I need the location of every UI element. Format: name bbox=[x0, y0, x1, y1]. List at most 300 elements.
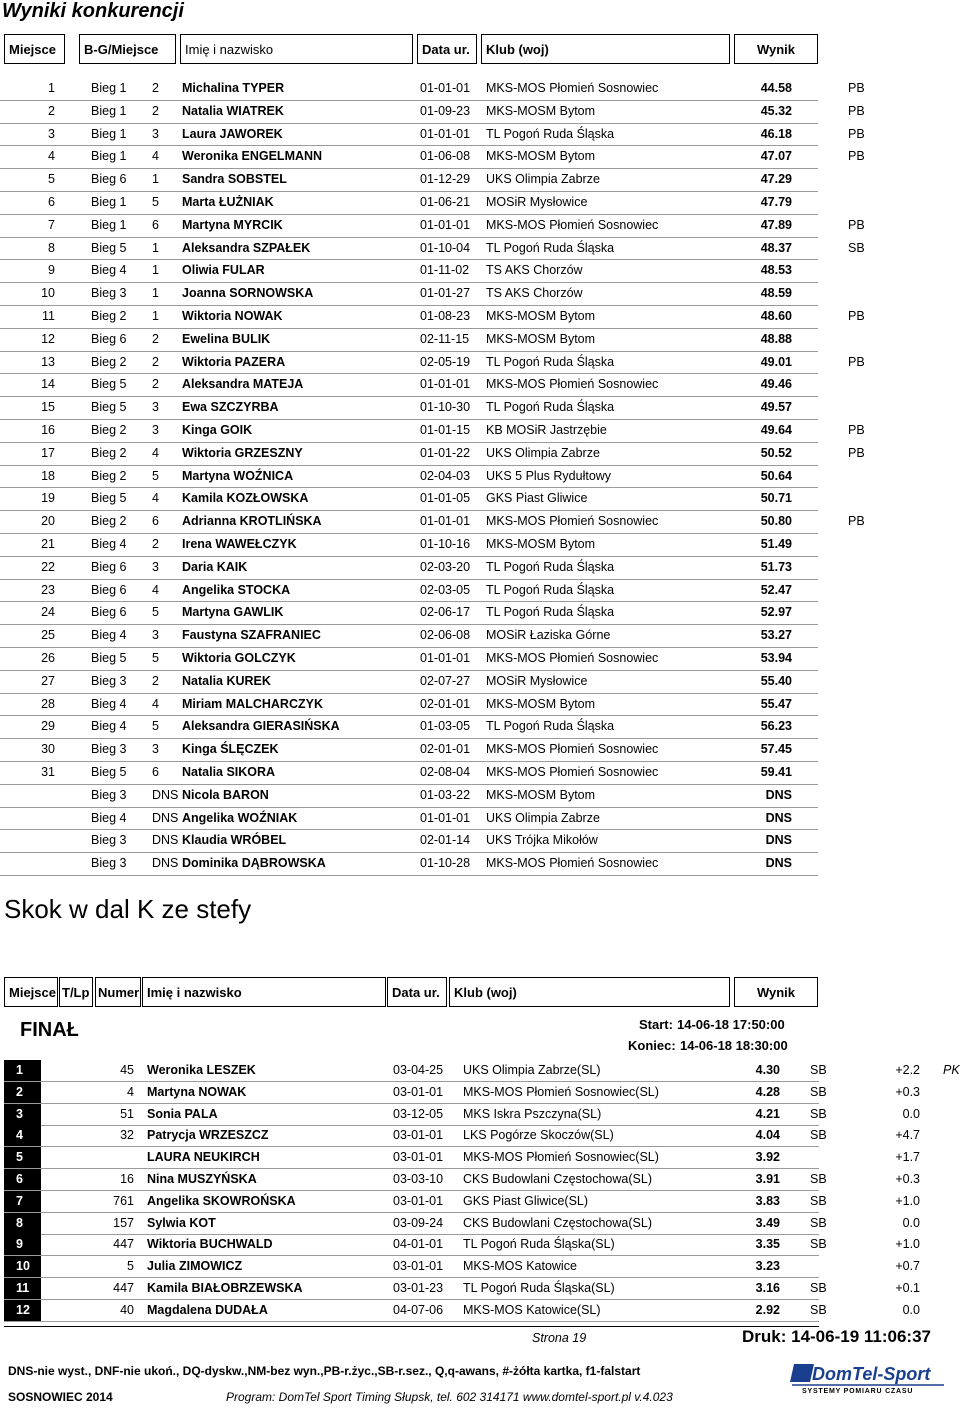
result-cell: 51.73 bbox=[760, 559, 792, 574]
athlete-name: Aleksandra SZPAŁEK bbox=[182, 240, 311, 255]
header-heat-lane: B-G/Miejsce bbox=[79, 34, 176, 64]
start-value: 14-06-18 17:50:00 bbox=[677, 1017, 785, 1032]
table-row bbox=[0, 1147, 960, 1169]
dob-cell: 01-01-15 bbox=[420, 422, 471, 437]
athlete-name: Ewa SZCZYRBA bbox=[182, 400, 279, 415]
place-cell: 31 bbox=[41, 764, 55, 779]
club-cell: MKS-MOSM Bytom bbox=[486, 696, 596, 711]
result-cell: 49.46 bbox=[760, 377, 792, 392]
table-row bbox=[0, 306, 960, 329]
result-cell: 49.57 bbox=[760, 400, 792, 415]
table-row bbox=[0, 192, 960, 215]
note-cell: PB bbox=[848, 514, 865, 529]
club-cell: TL Pogoń Ruda Śląska(SL) bbox=[463, 1237, 615, 1252]
heat-cell: Bieg 5 bbox=[91, 377, 127, 392]
club-cell: MKS-MOS Płomień Sosnowiec bbox=[486, 377, 659, 392]
place-cell: 3 bbox=[48, 126, 55, 141]
dob-cell: 03-09-24 bbox=[393, 1215, 444, 1230]
end-label: Koniec: bbox=[628, 1038, 676, 1053]
wind-cell: 0.0 bbox=[902, 1215, 920, 1230]
athlete-name: Aleksandra MATEJA bbox=[182, 377, 304, 392]
bib-number: 16 bbox=[120, 1171, 134, 1186]
table-row bbox=[0, 352, 960, 375]
lane-cell: 1 bbox=[152, 308, 159, 323]
print-date: Druk: 14-06-19 11:06:37 bbox=[742, 1327, 932, 1346]
note-cell: SB bbox=[810, 1084, 827, 1099]
note-cell: SB bbox=[810, 1106, 827, 1121]
athlete-name: Laura JAWOREK bbox=[182, 126, 283, 141]
place-cell: 23 bbox=[41, 582, 55, 597]
lane-cell: 4 bbox=[152, 149, 159, 164]
dob-cell: 03-04-25 bbox=[393, 1063, 444, 1077]
table-row bbox=[0, 762, 960, 785]
place-cell: 2 bbox=[48, 103, 55, 118]
athlete-name: Kinga GOIK bbox=[182, 422, 253, 437]
lane-cell: 6 bbox=[152, 514, 159, 529]
place-cell: 17 bbox=[41, 445, 55, 460]
heat-cell: Bieg 4 bbox=[91, 719, 127, 734]
athlete-name: Wiktoria NOWAK bbox=[182, 308, 283, 323]
result-cell: DNS bbox=[765, 787, 792, 802]
club-cell: MKS-MOS Płomień Sosnowiec(SL) bbox=[463, 1150, 659, 1165]
result-cell: 44.58 bbox=[760, 81, 792, 95]
lane-cell: 3 bbox=[152, 422, 159, 437]
club-cell: KB MOSiR Jastrzębie bbox=[486, 422, 607, 437]
place-cell: 1 bbox=[48, 81, 55, 95]
lane-cell: 2 bbox=[152, 354, 159, 369]
athlete-name: Wiktoria GRZESZNY bbox=[182, 445, 303, 460]
club-cell: LKS Pogórze Skoczów(SL) bbox=[463, 1128, 614, 1143]
dob-cell: 01-01-01 bbox=[420, 81, 471, 95]
header-club: Klub (woj) bbox=[481, 34, 730, 64]
note-cell: PB bbox=[848, 81, 865, 95]
result-cell: 4.30 bbox=[755, 1063, 780, 1077]
club-cell: MKS-MOS Płomień Sosnowiec bbox=[486, 217, 659, 232]
club-cell: GKS Piast Gliwice(SL) bbox=[463, 1193, 589, 1208]
footer-divider bbox=[4, 1326, 819, 1327]
athlete-name: Miriam MALCHARCZYK bbox=[182, 696, 323, 711]
result-cell: 4.04 bbox=[755, 1128, 780, 1143]
dob-cell: 03-03-10 bbox=[393, 1171, 444, 1186]
club-cell: MOSiR Mysłowice bbox=[486, 194, 588, 209]
athlete-name: Julia ZIMOWICZ bbox=[147, 1259, 243, 1274]
note-cell: PB bbox=[848, 308, 865, 323]
dob-cell: 03-01-01 bbox=[393, 1150, 444, 1165]
bib-number: 447 bbox=[113, 1237, 134, 1252]
athlete-name: Angelika STOCKA bbox=[182, 582, 291, 597]
athlete-name: Kinga ŚLĘCZEK bbox=[182, 742, 279, 757]
table-row bbox=[0, 215, 960, 238]
wind-cell: +1.0 bbox=[895, 1237, 920, 1252]
lane-cell: DNS bbox=[152, 833, 179, 848]
place-cell: 21 bbox=[41, 536, 55, 551]
lane-cell: 4 bbox=[152, 491, 159, 506]
table-row bbox=[0, 283, 960, 306]
table-row bbox=[0, 466, 960, 489]
table-row bbox=[0, 1104, 960, 1126]
dob-cell: 01-01-05 bbox=[420, 491, 471, 506]
club-cell: MKS-MOSM Bytom bbox=[486, 787, 596, 802]
wind-cell: 0.0 bbox=[902, 1302, 920, 1317]
club-cell: CKS Budowlani Częstochowa(SL) bbox=[463, 1171, 652, 1186]
place-badge: 10 bbox=[4, 1256, 41, 1277]
athlete-name: Natalia KUREK bbox=[182, 673, 271, 688]
heat-cell: Bieg 5 bbox=[91, 491, 127, 506]
club-cell: MKS-MOS Katowice(SL) bbox=[463, 1302, 601, 1317]
place-cell: 10 bbox=[41, 286, 55, 301]
club-cell: MKS-MOS Płomień Sosnowiec bbox=[486, 81, 659, 95]
athlete-name: Dominika DĄBROWSKA bbox=[182, 856, 326, 871]
result-cell: 45.32 bbox=[760, 103, 792, 118]
result-cell: DNS bbox=[765, 856, 792, 871]
athlete-name: Angelika WOŹNIAK bbox=[182, 810, 298, 825]
note-cell: PB bbox=[848, 422, 865, 437]
result-cell: 49.01 bbox=[760, 354, 792, 369]
heat-cell: Bieg 6 bbox=[91, 172, 127, 187]
lane-cell: 4 bbox=[152, 696, 159, 711]
heat-cell: Bieg 4 bbox=[91, 696, 127, 711]
table-row bbox=[0, 488, 960, 511]
note-cell: SB bbox=[848, 240, 865, 255]
athlete-name: Natalia WIATREK bbox=[182, 103, 284, 118]
club-cell: UKS Olimpia Zabrze bbox=[486, 445, 600, 460]
club-cell: GKS Piast Gliwice bbox=[486, 491, 588, 506]
result-cell: 50.80 bbox=[760, 514, 792, 529]
result-cell: 52.47 bbox=[760, 582, 792, 597]
result-cell: 47.79 bbox=[760, 194, 792, 209]
header2-club: Klub (woj) bbox=[449, 977, 730, 1007]
extra-cell: PK bbox=[943, 1063, 960, 1077]
athlete-name: Adrianna KROTLIŃSKA bbox=[182, 514, 322, 529]
bib-number: 51 bbox=[120, 1106, 134, 1121]
club-cell: UKS Trójka Mikołów bbox=[486, 833, 598, 848]
dob-cell: 01-01-27 bbox=[420, 286, 471, 301]
note-cell: SB bbox=[810, 1215, 827, 1230]
heat-cell: Bieg 5 bbox=[91, 400, 127, 415]
dob-cell: 01-01-01 bbox=[420, 126, 471, 141]
club-cell: MKS-MOSM Bytom bbox=[486, 308, 596, 323]
lane-cell: 4 bbox=[152, 582, 159, 597]
lane-cell: 5 bbox=[152, 605, 159, 620]
athlete-name: Ewelina BULIK bbox=[182, 331, 271, 346]
club-cell: TL Pogoń Ruda Śląska bbox=[486, 240, 615, 255]
table-row bbox=[0, 374, 960, 397]
dob-cell: 03-01-01 bbox=[393, 1128, 444, 1143]
section-title: Skok w dal K ze stefy bbox=[4, 894, 252, 924]
note-cell: SB bbox=[810, 1280, 827, 1295]
result-cell: 3.92 bbox=[755, 1150, 780, 1165]
table-row bbox=[0, 830, 960, 853]
athlete-name: Martyna NOWAK bbox=[147, 1084, 247, 1099]
club-cell: UKS Olimpia Zabrze bbox=[486, 172, 600, 187]
place-cell: 8 bbox=[48, 240, 55, 255]
dob-cell: 02-06-08 bbox=[420, 628, 471, 643]
wind-cell: +0.1 bbox=[895, 1280, 920, 1295]
row-divider bbox=[0, 875, 818, 876]
dob-cell: 02-03-05 bbox=[420, 582, 471, 597]
note-cell: SB bbox=[810, 1302, 827, 1317]
result-cell: 48.60 bbox=[760, 308, 792, 323]
header2-place: Miejsce bbox=[4, 977, 58, 1007]
table-row bbox=[0, 397, 960, 420]
heat-cell: Bieg 3 bbox=[91, 833, 127, 848]
lane-cell: 3 bbox=[152, 628, 159, 643]
wind-cell: +2.2 bbox=[895, 1063, 920, 1077]
result-cell: 50.52 bbox=[760, 445, 792, 460]
result-cell: 47.89 bbox=[760, 217, 792, 232]
dob-cell: 02-04-03 bbox=[420, 468, 471, 483]
table-row bbox=[0, 1191, 960, 1213]
place-cell: 19 bbox=[41, 491, 55, 506]
note-cell: PB bbox=[848, 217, 865, 232]
note-cell: SB bbox=[810, 1128, 827, 1143]
club-cell: UKS Olimpia Zabrze(SL) bbox=[463, 1063, 601, 1077]
wind-cell: +0.3 bbox=[895, 1171, 920, 1186]
place-cell: 6 bbox=[48, 194, 55, 209]
table-row bbox=[0, 808, 960, 831]
dob-cell: 03-12-05 bbox=[393, 1106, 444, 1121]
note-cell: PB bbox=[848, 149, 865, 164]
athlete-name: Weronika LESZEK bbox=[147, 1063, 256, 1077]
dob-cell: 03-01-01 bbox=[393, 1084, 444, 1099]
note-cell: PB bbox=[848, 354, 865, 369]
dob-cell: 01-10-16 bbox=[420, 536, 471, 551]
dob-cell: 01-10-28 bbox=[420, 856, 471, 871]
athlete-name: Faustyna SZAFRANIEC bbox=[182, 628, 321, 643]
table-row bbox=[0, 260, 960, 283]
heat-cell: Bieg 3 bbox=[91, 673, 127, 688]
club-cell: MKS-MOS Katowice bbox=[463, 1259, 577, 1274]
lane-cell: 4 bbox=[152, 445, 159, 460]
lane-cell: 1 bbox=[152, 240, 159, 255]
heat-cell: Bieg 4 bbox=[91, 810, 127, 825]
table-row bbox=[0, 1060, 960, 1082]
lane-cell: 1 bbox=[152, 172, 159, 187]
athlete-name: Natalia SIKORA bbox=[182, 764, 276, 779]
place-cell: 20 bbox=[41, 514, 55, 529]
table-row bbox=[0, 78, 960, 101]
dob-cell: 01-01-01 bbox=[420, 377, 471, 392]
dob-cell: 01-01-01 bbox=[420, 217, 471, 232]
result-cell: 46.18 bbox=[760, 126, 792, 141]
athlete-name: Nicola BARON bbox=[182, 787, 269, 802]
dob-cell: 01-10-30 bbox=[420, 400, 471, 415]
heat-cell: Bieg 3 bbox=[91, 286, 127, 301]
lane-cell: DNS bbox=[152, 787, 179, 802]
heat-cell: Bieg 5 bbox=[91, 650, 127, 665]
bib-number: 45 bbox=[120, 1063, 134, 1077]
dob-cell: 03-01-01 bbox=[393, 1259, 444, 1274]
lane-cell: 6 bbox=[152, 764, 159, 779]
place-cell: 15 bbox=[41, 400, 55, 415]
table-row bbox=[0, 602, 960, 625]
table-row bbox=[0, 557, 960, 580]
heat-cell: Bieg 1 bbox=[91, 149, 127, 164]
lane-cell: 2 bbox=[152, 81, 159, 95]
header2-name: Imię i nazwisko bbox=[142, 977, 386, 1007]
dob-cell: 01-10-04 bbox=[420, 240, 471, 255]
domtel-logo bbox=[790, 1360, 946, 1394]
place-cell: 27 bbox=[41, 673, 55, 688]
result-cell: 4.21 bbox=[755, 1106, 780, 1121]
dob-cell: 01-06-08 bbox=[420, 149, 471, 164]
athlete-name: Michalina TYPER bbox=[182, 81, 285, 95]
wind-cell: +0.7 bbox=[895, 1259, 920, 1274]
result-cell: 48.88 bbox=[760, 331, 792, 346]
table-row bbox=[0, 671, 960, 694]
location-text: SOSNOWIEC 2014 bbox=[8, 1390, 113, 1404]
club-cell: MKS-MOSM Bytom bbox=[486, 331, 596, 346]
header2-number: Numer bbox=[95, 977, 141, 1007]
header-dob: Data ur. bbox=[417, 34, 477, 64]
bib-number: 4 bbox=[127, 1084, 134, 1099]
result-cell: 55.40 bbox=[760, 673, 792, 688]
results-table-2 bbox=[0, 1060, 960, 1322]
heat-cell: Bieg 2 bbox=[91, 422, 127, 437]
svg-text:SYSTEMY POMIARU CZASU: SYSTEMY POMIARU CZASU bbox=[802, 1388, 914, 1394]
header-place: Miejsce bbox=[4, 34, 65, 64]
athlete-name: Joanna SORNOWSKA bbox=[182, 286, 314, 301]
club-cell: TL Pogoń Ruda Śląska bbox=[486, 582, 615, 597]
dob-cell: 03-01-01 bbox=[393, 1193, 444, 1208]
lane-cell: 1 bbox=[152, 263, 159, 278]
place-cell: 28 bbox=[41, 696, 55, 711]
club-cell: MKS-MOS Płomień Sosnowiec bbox=[486, 650, 659, 665]
place-cell: 13 bbox=[41, 354, 55, 369]
lane-cell: 2 bbox=[152, 103, 159, 118]
wind-cell: +1.0 bbox=[895, 1193, 920, 1208]
result-cell: 4.28 bbox=[755, 1084, 780, 1099]
heat-cell: Bieg 1 bbox=[91, 217, 127, 232]
place-badge: 4 bbox=[4, 1125, 41, 1146]
lane-cell: 5 bbox=[152, 194, 159, 209]
wind-cell: +1.7 bbox=[895, 1150, 920, 1165]
table-row bbox=[0, 716, 960, 739]
table-row bbox=[0, 1256, 960, 1278]
dob-cell: 01-06-21 bbox=[420, 194, 471, 209]
heat-cell: Bieg 2 bbox=[91, 308, 127, 323]
club-cell: MKS-MOS Płomień Sosnowiec bbox=[486, 764, 659, 779]
table-row bbox=[0, 534, 960, 557]
heat-cell: Bieg 5 bbox=[91, 764, 127, 779]
club-cell: TL Pogoń Ruda Śląska bbox=[486, 719, 615, 734]
club-cell: TL Pogoń Ruda Śląska bbox=[486, 126, 615, 141]
lane-cell: 1 bbox=[152, 286, 159, 301]
dob-cell: 01-01-01 bbox=[420, 650, 471, 665]
table-row bbox=[0, 580, 960, 603]
heat-cell: Bieg 4 bbox=[91, 628, 127, 643]
dob-cell: 02-01-14 bbox=[420, 833, 471, 848]
place-cell: 14 bbox=[41, 377, 55, 392]
wind-cell: 0.0 bbox=[902, 1106, 920, 1121]
lane-cell: 3 bbox=[152, 559, 159, 574]
club-cell: CKS Budowlani Częstochowa(SL) bbox=[463, 1215, 652, 1230]
table-row bbox=[0, 1234, 960, 1256]
table-row bbox=[0, 625, 960, 648]
dob-cell: 03-01-23 bbox=[393, 1280, 444, 1295]
club-cell: MKS-MOSM Bytom bbox=[486, 149, 596, 164]
wind-cell: +4.7 bbox=[895, 1128, 920, 1143]
result-cell: 3.83 bbox=[755, 1193, 780, 1208]
note-cell: PB bbox=[848, 103, 865, 118]
dob-cell: 02-05-19 bbox=[420, 354, 471, 369]
result-cell: 48.37 bbox=[760, 240, 792, 255]
svg-text:DomTel-Sport: DomTel-Sport bbox=[812, 1364, 931, 1384]
table-row bbox=[0, 785, 960, 808]
club-cell: TS AKS Chorzów bbox=[486, 286, 583, 301]
heat-cell: Bieg 2 bbox=[91, 514, 127, 529]
athlete-name: Sandra SOBSTEL bbox=[182, 172, 287, 187]
dob-cell: 02-01-01 bbox=[420, 742, 471, 757]
heat-cell: Bieg 1 bbox=[91, 81, 127, 95]
result-cell: 47.29 bbox=[760, 172, 792, 187]
results-table-1 bbox=[0, 78, 960, 876]
club-cell: MKS-MOSM Bytom bbox=[486, 103, 596, 118]
header2-dob: Data ur. bbox=[387, 977, 447, 1007]
dob-cell: 02-07-27 bbox=[420, 673, 471, 688]
domtel-logo-icon bbox=[790, 1360, 946, 1394]
athlete-name: Angelika SKOWROŃSKA bbox=[147, 1193, 296, 1208]
heat-cell: Bieg 1 bbox=[91, 126, 127, 141]
note-cell: SB bbox=[810, 1237, 827, 1252]
bib-number: 40 bbox=[120, 1302, 134, 1317]
result-cell: 48.59 bbox=[760, 286, 792, 301]
lane-cell: DNS bbox=[152, 856, 179, 871]
bib-number: 5 bbox=[127, 1259, 134, 1274]
athlete-name: Sonia PALA bbox=[147, 1106, 218, 1121]
heat-cell: Bieg 3 bbox=[91, 856, 127, 871]
athlete-name: Daria KAIK bbox=[182, 559, 248, 574]
start-label: Start: bbox=[639, 1017, 673, 1032]
place-badge: 1 bbox=[4, 1060, 41, 1081]
heat-cell: Bieg 3 bbox=[91, 742, 127, 757]
dob-cell: 04-07-06 bbox=[393, 1302, 444, 1317]
athlete-name: Kamila BIAŁOBRZEWSKA bbox=[147, 1280, 303, 1295]
table-row bbox=[0, 511, 960, 534]
heat-cell: Bieg 1 bbox=[91, 194, 127, 209]
athlete-name: Irena WAWEŁCZYK bbox=[182, 536, 297, 551]
result-cell: 53.94 bbox=[760, 650, 792, 665]
result-cell: 3.91 bbox=[755, 1171, 780, 1186]
place-badge: 3 bbox=[4, 1104, 41, 1125]
table-row bbox=[0, 1082, 960, 1104]
heat-cell: Bieg 3 bbox=[91, 787, 127, 802]
club-cell: TL Pogoń Ruda Śląska(SL) bbox=[463, 1280, 615, 1295]
heat-cell: Bieg 6 bbox=[91, 582, 127, 597]
table-row bbox=[0, 238, 960, 261]
athlete-name: Kamila KOZŁOWSKA bbox=[182, 491, 309, 506]
place-badge: 5 bbox=[4, 1147, 41, 1168]
club-cell: UKS Olimpia Zabrze bbox=[486, 810, 600, 825]
result-cell: 3.16 bbox=[755, 1280, 780, 1295]
result-cell: 3.35 bbox=[755, 1237, 780, 1252]
heat-cell: Bieg 2 bbox=[91, 445, 127, 460]
place-badge: 7 bbox=[4, 1191, 41, 1212]
club-cell: MKS-MOS Płomień Sosnowiec bbox=[486, 742, 659, 757]
dob-cell: 01-12-29 bbox=[420, 172, 471, 187]
place-badge: 6 bbox=[4, 1169, 41, 1190]
athlete-name: Weronika ENGELMANN bbox=[182, 149, 323, 164]
dob-cell: 01-03-22 bbox=[420, 787, 471, 802]
result-cell: 51.49 bbox=[760, 536, 792, 551]
lane-cell: 2 bbox=[152, 536, 159, 551]
table-row bbox=[0, 420, 960, 443]
dob-cell: 02-08-04 bbox=[420, 764, 471, 779]
athlete-name: Nina MUSZYŃSKA bbox=[147, 1171, 257, 1186]
header2-tlp: T/Lp bbox=[59, 977, 93, 1007]
dob-cell: 02-01-01 bbox=[420, 696, 471, 711]
header2-result: Wynik bbox=[734, 977, 818, 1007]
